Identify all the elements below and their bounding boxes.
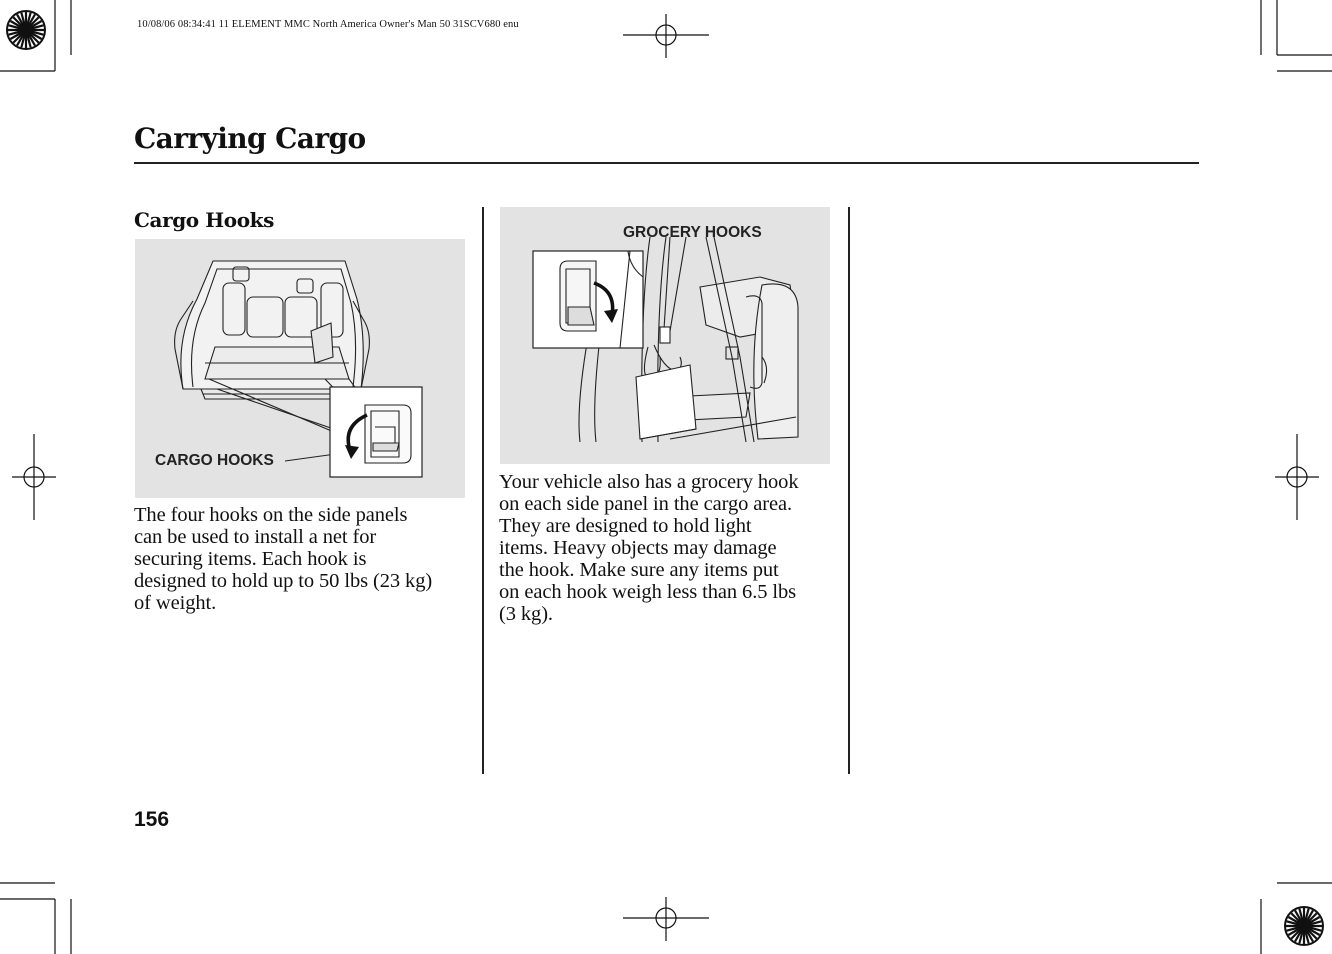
registration-crosshair-icon [12,434,56,520]
page-title: Carrying Cargo [134,122,366,155]
cargo-hooks-illustration [135,239,465,498]
grocery-hooks-illustration [500,207,830,464]
registration-starburst-icon [5,9,47,51]
registration-crosshair-icon [623,897,709,941]
registration-crosshair-icon [623,14,709,58]
cargo-hooks-description: The four hooks on the side panels can be used to install a net for securing items. Each hook is designed to hold up to 50 lbs (23 kg) of weight. [134,504,433,614]
column-divider [848,207,850,774]
registration-crosshair-icon [1275,434,1319,520]
column-divider [482,207,484,774]
grocery-hooks-description: Your vehicle also has a grocery hook on each side panel in the cargo area. They are designed to hold light items. Heavy objects may damage the hook. Make sure any items put on each hook weigh less than 6.5 lbs (3 kg). [499,471,799,625]
cargo-hooks-callout: CARGO HOOKS [155,452,274,469]
grocery-hook-drawing [500,207,830,464]
section-heading-cargo-hooks: Cargo Hooks [134,208,274,232]
title-divider [134,162,1199,164]
page-number: 156 [134,808,170,831]
grocery-hooks-callout: GROCERY HOOKS [623,224,762,241]
print-metadata: 10/08/06 08:34:41 11 ELEMENT MMC North America Owner's Man 50 31SCV680 enu [137,19,519,30]
registration-starburst-icon [1283,905,1325,947]
